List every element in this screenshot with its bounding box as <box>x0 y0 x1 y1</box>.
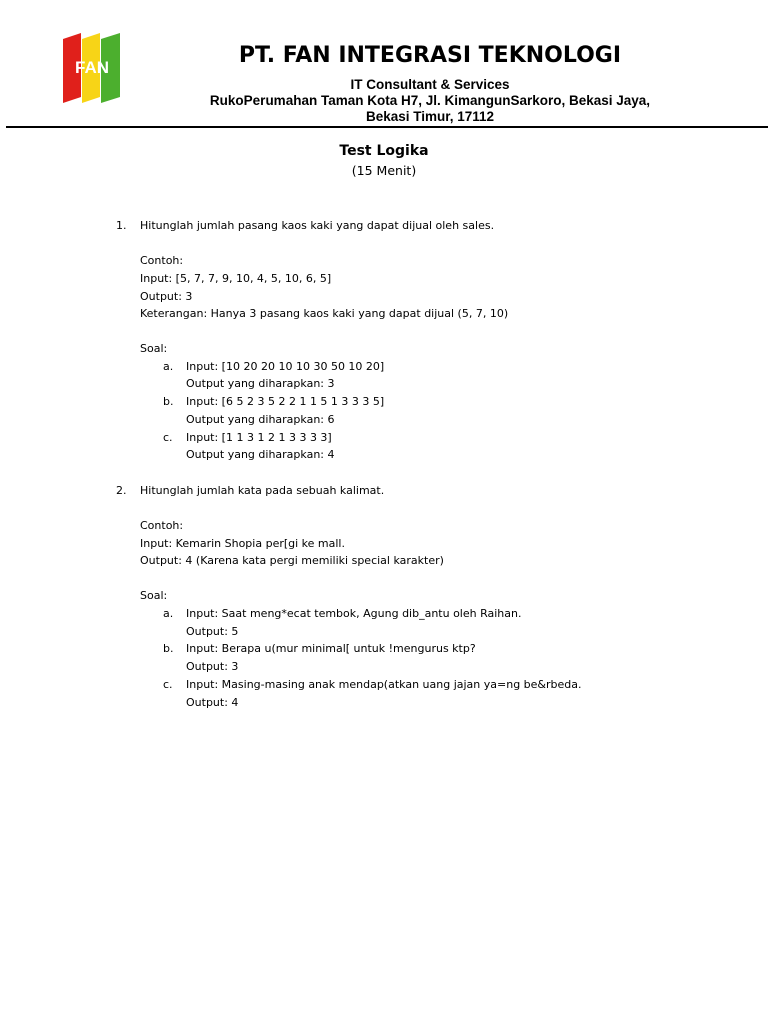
item-output: Output yang diharapkan: 3 <box>186 377 335 390</box>
company-tagline: IT Consultant & Services <box>350 77 510 92</box>
item-input: Input: [10 20 20 10 10 30 50 10 20] <box>186 360 385 373</box>
soal-label: Soal: <box>140 589 168 602</box>
item-output: Output: 3 <box>186 660 239 673</box>
address-line-1: RukoPerumahan Taman Kota H7, Jl. KimangunSarkoro, Bekasi Jaya, <box>209 93 651 108</box>
example-input: Input: Kemarin Shopia per[gi ke mall. <box>140 537 345 550</box>
example-output: Output: 3 <box>140 290 193 303</box>
item-input: Input: Saat meng*ecat tembok, Agung dib_antu oleh Raihan. <box>186 607 522 620</box>
item-input: Input: [1 1 3 1 2 1 3 3 3 3] <box>186 431 332 444</box>
company-address <box>150 93 710 124</box>
item-input: Input: Masing-masing anak mendap(atkan uang jajan ya=ng be&rbeda. <box>186 678 582 691</box>
item-letter: b. <box>163 642 174 655</box>
item-letter: a. <box>163 607 174 620</box>
item-output: Output: 4 <box>186 696 239 709</box>
question-text: Hitunglah jumlah pasang kaos kaki yang dapat dijual oleh sales. <box>140 219 495 232</box>
item-output: Output yang diharapkan: 6 <box>186 413 335 426</box>
item-output: Output yang diharapkan: 4 <box>186 448 335 461</box>
item-letter: c. <box>163 431 173 444</box>
example-label: Contoh: <box>140 254 184 267</box>
question-text: Hitunglah jumlah kata pada sebuah kalimat. <box>140 484 385 497</box>
document-subtitle: (15 Menit) <box>351 163 417 178</box>
soal-label: Soal: <box>140 342 168 355</box>
document-title: Test Logika <box>339 143 429 159</box>
example-note: Keterangan: Hanya 3 pasang kaos kaki yang dapat dijual (5, 7, 10) <box>140 307 509 320</box>
company-logo <box>60 31 124 105</box>
company-name: PT. FAN INTEGRASI TEKNOLOGI <box>238 43 622 68</box>
example-label: Contoh: <box>140 519 184 532</box>
item-input: Input: [6 5 2 3 5 2 2 1 1 5 1 3 3 3 5] <box>186 395 385 408</box>
item-output: Output: 5 <box>186 625 239 638</box>
item-letter: b. <box>163 395 174 408</box>
header-divider <box>6 126 768 128</box>
item-letter: a. <box>163 360 174 373</box>
example-input: Input: [5, 7, 7, 9, 10, 4, 5, 10, 6, 5] <box>140 272 332 285</box>
question-number: 1. <box>116 219 127 232</box>
item-input: Input: Berapa u(mur minimal[ untuk !mengurus ktp? <box>186 642 476 655</box>
example-output: Output: 4 (Karena kata pergi memiliki special karakter) <box>140 554 444 567</box>
item-letter: c. <box>163 678 173 691</box>
address-line-2: Bekasi Timur, 17112 <box>365 108 495 124</box>
logo-text: FAN <box>75 58 109 77</box>
question-number: 2. <box>116 484 127 497</box>
